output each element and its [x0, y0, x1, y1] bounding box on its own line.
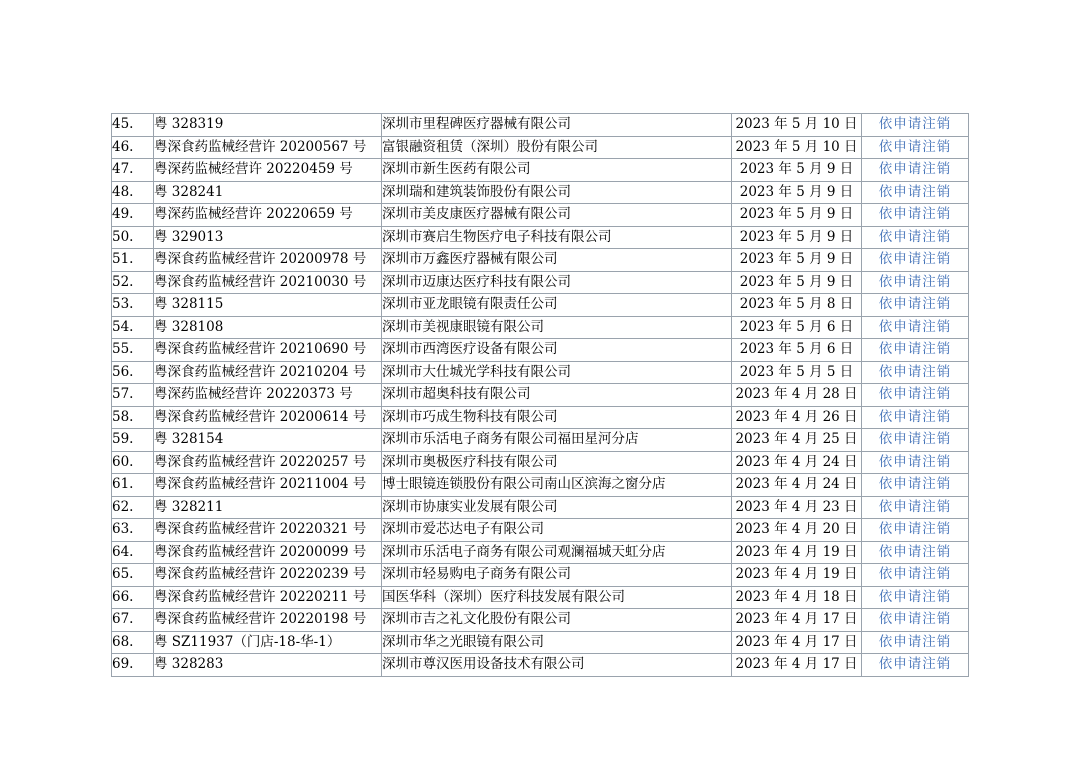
status-cell: 依申请注销: [862, 474, 969, 497]
row-index-cell: 56.: [112, 361, 154, 384]
row-index-cell: 61.: [112, 474, 154, 497]
table-row: [112, 631, 969, 654]
license-number-cell: 粤深药监械经营许 20220373 号: [154, 384, 382, 407]
status-cell: 依申请注销: [862, 114, 969, 137]
date-cell: 2023 年 5 月 9 日: [732, 181, 862, 204]
license-number-cell: 粤深食药监械经营许 20220257 号: [154, 451, 382, 474]
company-name-cell: 深圳市巧成生物科技有限公司: [382, 406, 732, 429]
company-name-cell: 深圳市奥极医疗科技有限公司: [382, 451, 732, 474]
date-cell: 2023 年 4 月 23 日: [732, 496, 862, 519]
date-cell: 2023 年 4 月 24 日: [732, 474, 862, 497]
license-number-cell: 粤深食药监械经营许 20211004 号: [154, 474, 382, 497]
table-row: [112, 564, 969, 587]
table-row: [112, 541, 969, 564]
license-number-cell: 粤深食药监械经营许 20220239 号: [154, 564, 382, 587]
company-name-cell: 深圳市迈康达医疗科技有限公司: [382, 271, 732, 294]
date-cell: 2023 年 5 月 9 日: [732, 204, 862, 227]
company-name-cell: 深圳市尊汉医用设备技术有限公司: [382, 654, 732, 677]
status-cell: 依申请注销: [862, 181, 969, 204]
company-name-cell: 深圳市乐活电子商务有限公司观澜福城天虹分店: [382, 541, 732, 564]
row-index-cell: 65.: [112, 564, 154, 587]
company-name-cell: 深圳市新生医药有限公司: [382, 159, 732, 182]
date-cell: 2023 年 4 月 24 日: [732, 451, 862, 474]
status-cell: 依申请注销: [862, 654, 969, 677]
date-cell: 2023 年 4 月 26 日: [732, 406, 862, 429]
status-cell: 依申请注销: [862, 316, 969, 339]
row-index-cell: 51.: [112, 249, 154, 272]
row-index-cell: 50.: [112, 226, 154, 249]
status-cell: 依申请注销: [862, 384, 969, 407]
date-cell: 2023 年 4 月 20 日: [732, 519, 862, 542]
license-number-cell: 粤深食药监械经营许 20200978 号: [154, 249, 382, 272]
row-index-cell: 55.: [112, 339, 154, 362]
date-cell: 2023 年 5 月 9 日: [732, 271, 862, 294]
row-index-cell: 53.: [112, 294, 154, 317]
license-number-cell: 粤深药监械经营许 20220459 号: [154, 159, 382, 182]
date-cell: 2023 年 5 月 9 日: [732, 159, 862, 182]
company-name-cell: 深圳市万鑫医疗器械有限公司: [382, 249, 732, 272]
status-cell: 依申请注销: [862, 136, 969, 159]
row-index-cell: 48.: [112, 181, 154, 204]
table-row: [112, 384, 969, 407]
date-cell: 2023 年 5 月 6 日: [732, 316, 862, 339]
table-row: [112, 654, 969, 677]
table: [111, 113, 969, 677]
status-cell: 依申请注销: [862, 519, 969, 542]
company-name-cell: 深圳市赛启生物医疗电子科技有限公司: [382, 226, 732, 249]
company-name-cell: 深圳市西湾医疗设备有限公司: [382, 339, 732, 362]
table-row: [112, 609, 969, 632]
row-index-cell: 45.: [112, 114, 154, 137]
status-cell: 依申请注销: [862, 586, 969, 609]
table-body: [112, 114, 969, 677]
date-cell: 2023 年 5 月 6 日: [732, 339, 862, 362]
license-number-cell: 粤深药监械经营许 20220659 号: [154, 204, 382, 227]
status-cell: 依申请注销: [862, 361, 969, 384]
table-row: [112, 496, 969, 519]
license-number-cell: 粤 328108: [154, 316, 382, 339]
date-cell: 2023 年 4 月 25 日: [732, 429, 862, 452]
table-row: [112, 249, 969, 272]
row-index-cell: 57.: [112, 384, 154, 407]
status-cell: 依申请注销: [862, 609, 969, 632]
license-number-cell: 粤深食药监械经营许 20220211 号: [154, 586, 382, 609]
license-number-cell: 粤深食药监械经营许 20220198 号: [154, 609, 382, 632]
date-cell: 2023 年 5 月 9 日: [732, 249, 862, 272]
date-cell: 2023 年 4 月 17 日: [732, 609, 862, 632]
date-cell: 2023 年 5 月 10 日: [732, 136, 862, 159]
license-number-cell: 粤深食药监械经营许 20200099 号: [154, 541, 382, 564]
company-name-cell: 深圳市里程碑医疗器械有限公司: [382, 114, 732, 137]
license-number-cell: 粤 328283: [154, 654, 382, 677]
license-number-cell: 粤 329013: [154, 226, 382, 249]
status-cell: 依申请注销: [862, 496, 969, 519]
table-row: [112, 114, 969, 137]
company-name-cell: 国医华科（深圳）医疗科技发展有限公司: [382, 586, 732, 609]
status-cell: 依申请注销: [862, 451, 969, 474]
status-cell: 依申请注销: [862, 406, 969, 429]
date-cell: 2023 年 5 月 10 日: [732, 114, 862, 137]
company-name-cell: 博士眼镜连锁股份有限公司南山区滨海之窗分店: [382, 474, 732, 497]
company-name-cell: 深圳市爱芯达电子有限公司: [382, 519, 732, 542]
row-index-cell: 62.: [112, 496, 154, 519]
company-name-cell: 富银融资租赁（深圳）股份有限公司: [382, 136, 732, 159]
table-row: [112, 226, 969, 249]
row-index-cell: 59.: [112, 429, 154, 452]
license-number-cell: 粤 328115: [154, 294, 382, 317]
license-number-cell: 粤深食药监械经营许 20210204 号: [154, 361, 382, 384]
license-number-cell: 粤 328154: [154, 429, 382, 452]
table-row: [112, 136, 969, 159]
table-row: [112, 294, 969, 317]
company-name-cell: 深圳市美皮康医疗器械有限公司: [382, 204, 732, 227]
license-cancellation-table: [111, 113, 968, 677]
row-index-cell: 69.: [112, 654, 154, 677]
table-row: [112, 451, 969, 474]
status-cell: 依申请注销: [862, 631, 969, 654]
table-row: [112, 204, 969, 227]
row-index-cell: 52.: [112, 271, 154, 294]
license-number-cell: 粤 SZ11937（门店-18-华-1）: [154, 631, 382, 654]
date-cell: 2023 年 4 月 17 日: [732, 654, 862, 677]
table-row: [112, 361, 969, 384]
company-name-cell: 深圳市轻易购电子商务有限公司: [382, 564, 732, 587]
row-index-cell: 67.: [112, 609, 154, 632]
date-cell: 2023 年 5 月 8 日: [732, 294, 862, 317]
date-cell: 2023 年 4 月 28 日: [732, 384, 862, 407]
row-index-cell: 66.: [112, 586, 154, 609]
table-row: [112, 429, 969, 452]
date-cell: 2023 年 4 月 17 日: [732, 631, 862, 654]
license-number-cell: 粤 328241: [154, 181, 382, 204]
status-cell: 依申请注销: [862, 339, 969, 362]
license-number-cell: 粤深食药监械经营许 20210690 号: [154, 339, 382, 362]
table-row: [112, 316, 969, 339]
table-row: [112, 586, 969, 609]
company-name-cell: 深圳市美视康眼镜有限公司: [382, 316, 732, 339]
status-cell: 依申请注销: [862, 564, 969, 587]
company-name-cell: 深圳市乐活电子商务有限公司福田星河分店: [382, 429, 732, 452]
date-cell: 2023 年 5 月 5 日: [732, 361, 862, 384]
table-row: [112, 406, 969, 429]
date-cell: 2023 年 4 月 19 日: [732, 564, 862, 587]
status-cell: 依申请注销: [862, 159, 969, 182]
status-cell: 依申请注销: [862, 249, 969, 272]
table-row: [112, 271, 969, 294]
row-index-cell: 63.: [112, 519, 154, 542]
date-cell: 2023 年 4 月 19 日: [732, 541, 862, 564]
license-number-cell: 粤深食药监械经营许 20200567 号: [154, 136, 382, 159]
company-name-cell: 深圳市大仕城光学科技有限公司: [382, 361, 732, 384]
row-index-cell: 46.: [112, 136, 154, 159]
row-index-cell: 49.: [112, 204, 154, 227]
table-row: [112, 474, 969, 497]
status-cell: 依申请注销: [862, 541, 969, 564]
license-number-cell: 粤 328319: [154, 114, 382, 137]
license-number-cell: 粤深食药监械经营许 20220321 号: [154, 519, 382, 542]
license-number-cell: 粤深食药监械经营许 20210030 号: [154, 271, 382, 294]
row-index-cell: 54.: [112, 316, 154, 339]
status-cell: 依申请注销: [862, 294, 969, 317]
company-name-cell: 深圳市吉之礼文化股份有限公司: [382, 609, 732, 632]
company-name-cell: 深圳瑞和建筑装饰股份有限公司: [382, 181, 732, 204]
company-name-cell: 深圳市亚龙眼镜有限责任公司: [382, 294, 732, 317]
row-index-cell: 68.: [112, 631, 154, 654]
company-name-cell: 深圳市华之光眼镜有限公司: [382, 631, 732, 654]
table-row: [112, 159, 969, 182]
row-index-cell: 58.: [112, 406, 154, 429]
table-row: [112, 519, 969, 542]
status-cell: 依申请注销: [862, 226, 969, 249]
license-number-cell: 粤 328211: [154, 496, 382, 519]
row-index-cell: 64.: [112, 541, 154, 564]
company-name-cell: 深圳市协康实业发展有限公司: [382, 496, 732, 519]
date-cell: 2023 年 5 月 9 日: [732, 226, 862, 249]
row-index-cell: 60.: [112, 451, 154, 474]
table-row: [112, 339, 969, 362]
status-cell: 依申请注销: [862, 271, 969, 294]
table-row: [112, 181, 969, 204]
date-cell: 2023 年 4 月 18 日: [732, 586, 862, 609]
row-index-cell: 47.: [112, 159, 154, 182]
status-cell: 依申请注销: [862, 204, 969, 227]
license-number-cell: 粤深食药监械经营许 20200614 号: [154, 406, 382, 429]
company-name-cell: 深圳市超奥科技有限公司: [382, 384, 732, 407]
status-cell: 依申请注销: [862, 429, 969, 452]
